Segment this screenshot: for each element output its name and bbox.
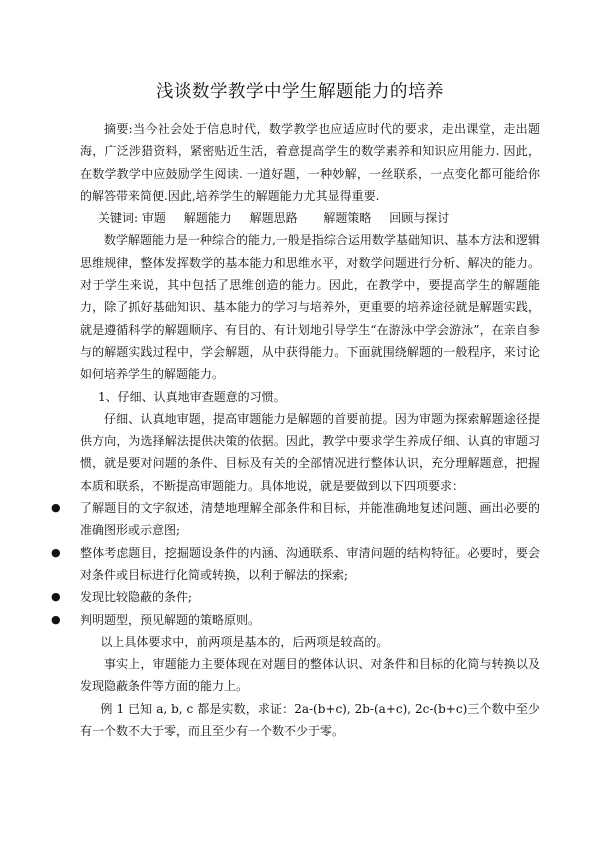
keyword-item: 解题策略	[323, 211, 372, 226]
keywords-line	[80, 207, 540, 229]
list-item: ● 了解题目的文字叙述，清楚地理解全部条件和目标，并能准确地复述问题、画出必要的准确图形或示意图;	[56, 497, 540, 542]
example-paragraph: 例 1 已知 a, b, c 都是实数，求证：2a-(b+c), 2b-(a+c), 2c-(b+c)三个数中至少有一个数不大于零，而且至少有一个数不少于零。	[80, 701, 540, 739]
section-heading: 1、仔细、认真地审查题意的习惯。	[98, 389, 286, 404]
keywords-label: 关键词:	[98, 211, 139, 226]
keyword-item: 回顾与探讨	[389, 211, 450, 226]
summary-paragraph: 以上具体要求中，前两项是基本的，后两项是较高的。	[100, 634, 389, 649]
document-body	[80, 118, 540, 742]
page-title: 浅谈数学教学中学生解题能力的培养	[156, 82, 444, 102]
list-item: ● 整体考虑题目，挖掘题设条件的内涵、沟通联系、审清问题的结构特征。必要时，要会对条件或目标进行化简或转换，以利于解法的探索;	[56, 542, 540, 587]
keyword-item: 审题	[141, 211, 166, 226]
abstract-paragraph: 摘要:当今社会处于信息时代，数学教学也应适应时代的要求，走出课堂，走出题海，广泛涉猎资料，紧密贴近生活，着意提高学生的数学素养和知识应用能力. 因此，在数学教学中应鼓励学生阅读. 一道好题，一种妙解，一丝联系，一点变化都可能给你的解答带来简便.因此,培养学生的解题能力尤其显得重要.	[80, 122, 540, 203]
list-item: ● 发现比较隐蔽的条件;	[56, 586, 540, 608]
requirements-list	[80, 497, 540, 631]
fact-paragraph: 事实上，审题能力主要体现在对题目的整体认识、对条件和目标的化简与转换以及发现隐蔽条件等方面的能力上。	[80, 657, 540, 694]
keyword-item: 解题思路	[249, 211, 298, 226]
keyword-item: 解题能力	[183, 211, 232, 226]
section-paragraph: 仔细、认真地审题，提高审题能力是解题的首要前提。因为审题为探索解题途径提供方向，为选择解法提供决策的依据。因此，教学中要求学生养成仔细、认真的审题习惯，就是要对问题的条件、目标及有关的全部情况进行整体认识，充分理解题意，把握本质和联系，不断提高审题能力。具体地说，就是要做到以下四项要求：	[80, 411, 540, 493]
list-item: ● 判明题型，预见解题的策略原则。	[56, 609, 540, 631]
intro-paragraph: 数学解题能力是一种综合的能力,一般是指综合运用数学基础知识、基本方法和逻辑思维规律，整体发挥数学的基本能力和思维水平，对数学问题进行分析、解决的能力。对于学生来说，其中包括了思维创造的能力。因此，在教学中，要提高学生的解题能力，除了抓好基础知识、基本能力的学习与培养外，更重要的培养途径就是解题实践，就是遵循科学的解题顺序、有目的、有计划地引导学生“在游泳中学会游泳”，在亲自参与的解题实践过程中，学会解题，从中获得能力。下面就围绕解题的一般程序，来讨论如何培养学生的解题能力。	[80, 233, 540, 382]
